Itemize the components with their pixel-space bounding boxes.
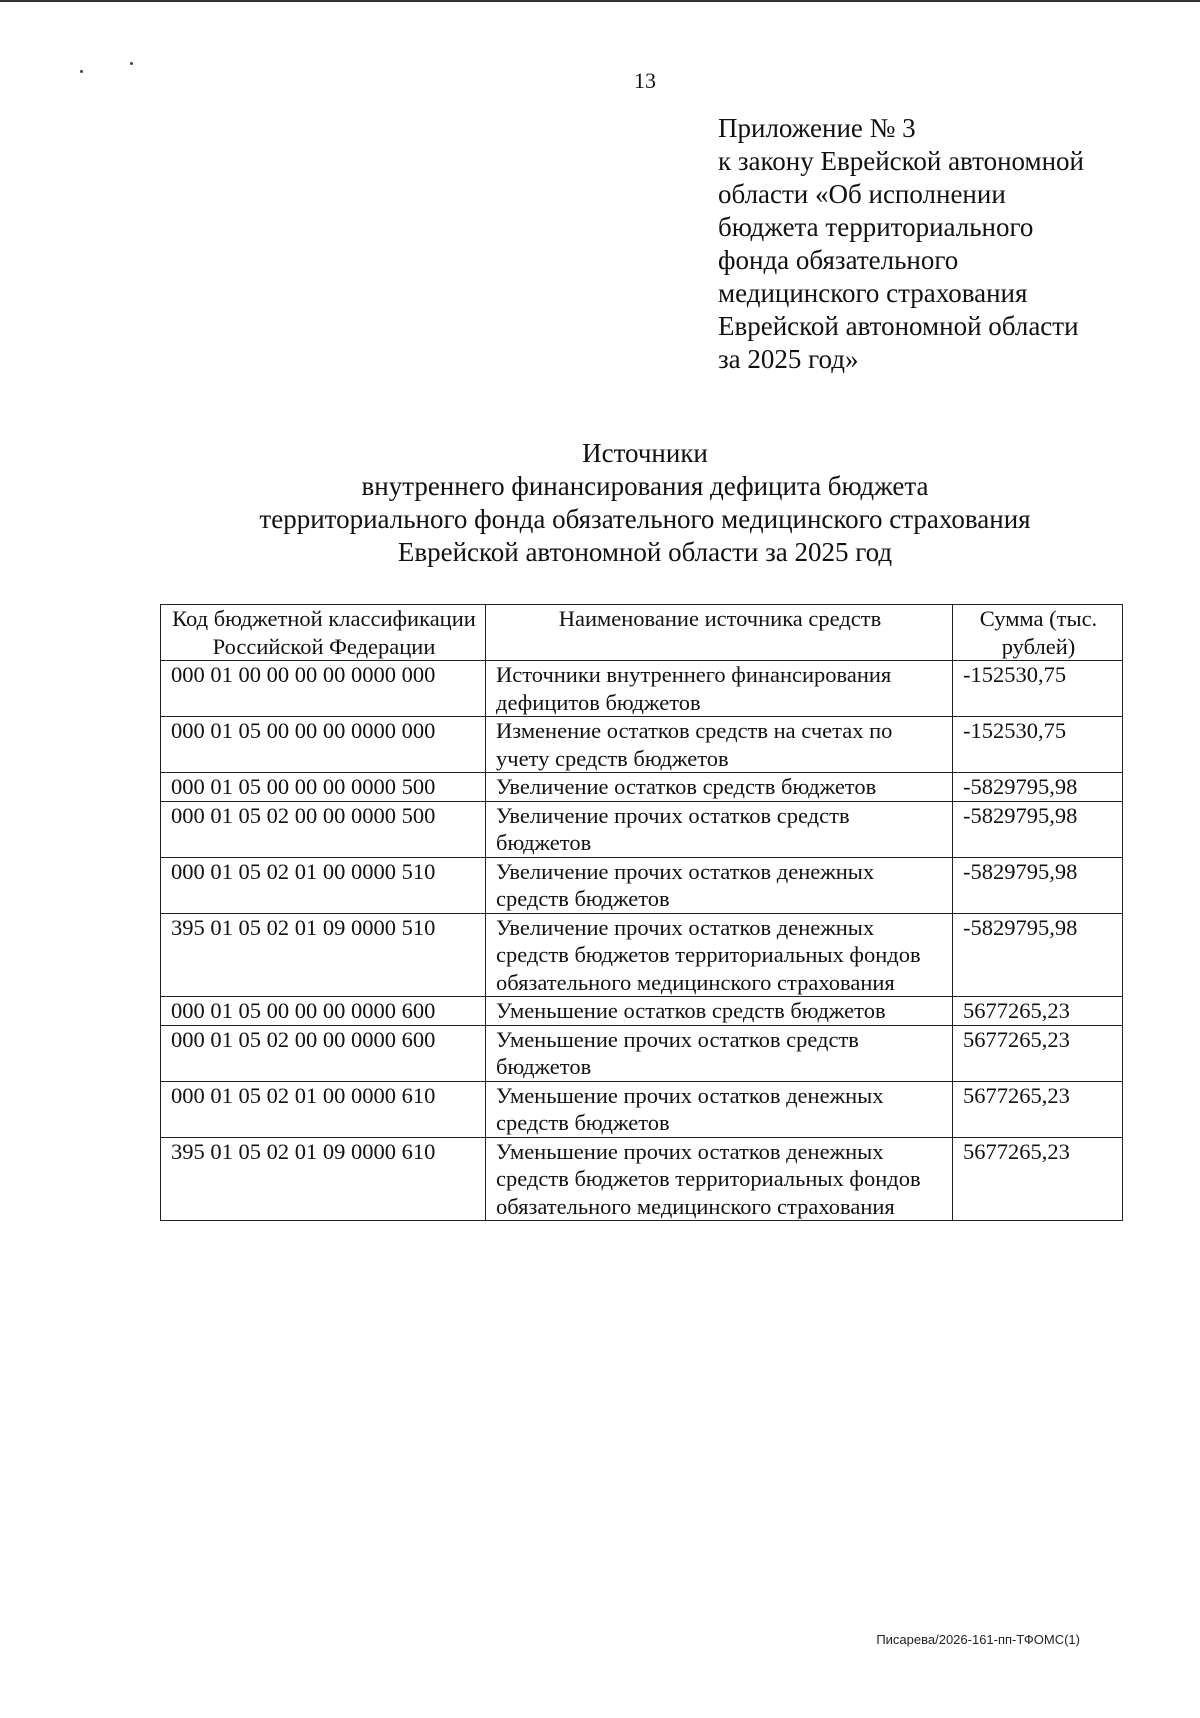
table-row [161, 801, 1123, 857]
appendix-line: области «Об исполнении [718, 179, 1006, 209]
cell-name: Увеличение прочих остатков денежных средств бюджетов [486, 857, 953, 913]
table-row [161, 1025, 1123, 1081]
table-row [161, 857, 1123, 913]
appendix-line: Приложение № 3 [718, 113, 916, 143]
cell-sum: 5677265,23 [953, 1137, 1123, 1221]
cell-code: 000 01 05 02 01 00 0000 610 [161, 1081, 486, 1137]
header-code: Код бюджетной классификации Российской Федерации [161, 605, 486, 661]
document-reference: Писарева/2026-161-пп-ТФОМС(1) [876, 1632, 1080, 1647]
appendix-header [718, 112, 1188, 376]
cell-sum: -152530,75 [953, 661, 1123, 717]
table-row [161, 773, 1123, 802]
cell-sum: 5677265,23 [953, 997, 1123, 1026]
cell-sum: -5829795,98 [953, 801, 1123, 857]
header-name: Наименование источника средств [486, 605, 953, 661]
table-header-row [161, 605, 1123, 661]
title-line: территориального фонда обязательного медицинского страхования [259, 504, 1031, 534]
cell-name: Увеличение остатков средств бюджетов [486, 773, 953, 802]
sources-table [160, 604, 1123, 1221]
page-number: 13 [634, 68, 656, 93]
cell-sum: 5677265,23 [953, 1081, 1123, 1137]
cell-code: 000 01 05 02 01 00 0000 510 [161, 857, 486, 913]
cell-name: Уменьшение прочих остатков денежных средств бюджетов территориальных фондов обязательного медицинского страхования [486, 1137, 953, 1221]
cell-code: 395 01 05 02 01 09 0000 610 [161, 1137, 486, 1221]
table-row [161, 1137, 1123, 1221]
appendix-line: медицинского страхования [718, 278, 1028, 308]
table-row [161, 661, 1123, 717]
table-row [161, 1081, 1123, 1137]
cell-code: 395 01 05 02 01 09 0000 510 [161, 913, 486, 997]
cell-code: 000 01 05 02 00 00 0000 600 [161, 1025, 486, 1081]
top-scan-edge [0, 0, 1200, 2]
table-row [161, 997, 1123, 1026]
appendix-line: за 2025 год» [718, 344, 859, 374]
table-row [161, 913, 1123, 997]
appendix-line: фонда обязательного [718, 245, 959, 275]
cell-name: Уменьшение прочих остатков средств бюджетов [486, 1025, 953, 1081]
cell-sum: -152530,75 [953, 717, 1123, 773]
cell-code: 000 01 05 00 00 00 0000 500 [161, 773, 486, 802]
appendix-line: к закону Еврейской автономной [718, 146, 1084, 176]
cell-name: Уменьшение прочих остатков денежных средств бюджетов [486, 1081, 953, 1137]
cell-name: Увеличение прочих остатков денежных средств бюджетов территориальных фондов обязательного медицинского страхования [486, 913, 953, 997]
cell-code: 000 01 05 00 00 00 0000 600 [161, 997, 486, 1026]
header-sum: Сумма (тыс. рублей) [953, 605, 1123, 661]
cell-code: 000 01 05 02 00 00 0000 500 [161, 801, 486, 857]
cell-sum: -5829795,98 [953, 913, 1123, 997]
cell-name: Источники внутреннего финансирования дефицитов бюджетов [486, 661, 953, 717]
cell-code: 000 01 00 00 00 00 0000 000 [161, 661, 486, 717]
cell-sum: 5677265,23 [953, 1025, 1123, 1081]
cell-code: 000 01 05 00 00 00 0000 000 [161, 717, 486, 773]
cell-name: Изменение остатков средств на счетах по учету средств бюджетов [486, 717, 953, 773]
title-line: Источники [582, 438, 708, 468]
document-title [160, 437, 1130, 569]
scan-speck [130, 62, 133, 65]
title-line: Еврейской автономной области за 2025 год [397, 537, 893, 567]
cell-sum: -5829795,98 [953, 857, 1123, 913]
cell-name: Уменьшение остатков средств бюджетов [486, 997, 953, 1026]
appendix-line: бюджета территориального [718, 212, 1034, 242]
cell-sum: -5829795,98 [953, 773, 1123, 802]
appendix-line: Еврейской автономной области [718, 311, 1079, 341]
table-row [161, 717, 1123, 773]
title-line: внутреннего финансирования дефицита бюджета [361, 471, 929, 501]
cell-name: Увеличение прочих остатков средств бюджетов [486, 801, 953, 857]
